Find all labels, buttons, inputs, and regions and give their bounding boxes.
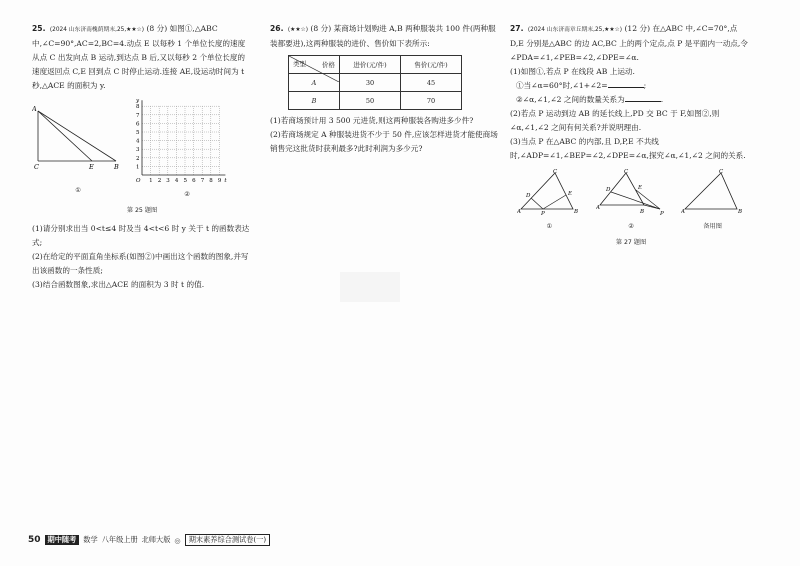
triangle-diagram bbox=[517, 169, 581, 215]
part-1-b-text: ②∠α,∠1,∠2 之间的数量关系为 bbox=[516, 95, 625, 104]
part-1: (1)如图①,若点 P 在线段 AB 上运动. bbox=[510, 67, 635, 76]
figure-label-1: ① bbox=[75, 187, 81, 194]
y-tick-label: 2 bbox=[136, 155, 140, 162]
question-27 bbox=[510, 22, 752, 250]
t-tick-label: 3 bbox=[166, 178, 170, 184]
table-cell: 70 bbox=[401, 92, 462, 110]
triangle-figure-1 bbox=[517, 169, 581, 234]
t-tick-label: 6 bbox=[192, 178, 196, 184]
table-cell: 45 bbox=[401, 74, 462, 92]
question-score: (12 分) bbox=[624, 24, 651, 33]
bleed-through-mark bbox=[330, 262, 410, 312]
triangle-diagram bbox=[681, 169, 745, 215]
question-source: (2024 山东济南槐荫期末,25,★★☆) bbox=[49, 27, 145, 33]
y-axis-label: y bbox=[136, 99, 140, 105]
price-table bbox=[288, 55, 462, 110]
table-header: 售价(元/件) bbox=[401, 56, 462, 74]
coordinate-grid-2 bbox=[128, 99, 246, 202]
svg-text:D: D bbox=[526, 193, 531, 199]
figure-label: 备用图 bbox=[703, 223, 722, 230]
answer-blank[interactable] bbox=[608, 79, 644, 88]
question-26 bbox=[270, 22, 498, 156]
table-header: 进价(元/件) bbox=[340, 56, 401, 74]
t-tick-label: 2 bbox=[157, 178, 162, 184]
svg-text:B: B bbox=[574, 209, 579, 215]
t-tick-label: 7 bbox=[200, 178, 205, 184]
triangle-figure-2 bbox=[596, 169, 666, 234]
y-tick-label: 7 bbox=[136, 112, 140, 119]
triangle-diagram bbox=[32, 99, 124, 179]
coordinate-grid bbox=[128, 99, 246, 185]
svg-text:P: P bbox=[541, 211, 546, 215]
figure-27 bbox=[510, 169, 752, 234]
point-A: A bbox=[32, 105, 37, 113]
table-cell: A bbox=[289, 74, 340, 92]
svg-text:C: C bbox=[623, 169, 629, 175]
y-tick-label: 5 bbox=[136, 130, 140, 136]
part-1-b-end: . bbox=[660, 95, 664, 104]
question-stem: 某商场计划购进 A,B 两种服装共 100 件(两种服装都要进),这两种服装的进价、售价如下表所示: bbox=[270, 24, 496, 48]
corner-bottom-label: 类型 bbox=[293, 60, 306, 68]
figure-25 bbox=[32, 99, 252, 202]
svg-text:B: B bbox=[737, 209, 742, 215]
edition-label: 北师大版 bbox=[141, 535, 171, 544]
page-footer bbox=[28, 534, 288, 546]
svg-text:B: B bbox=[639, 209, 645, 215]
svg-text:A: A bbox=[517, 209, 522, 215]
y-tick-label: 3 bbox=[136, 147, 140, 154]
y-tick-label: 6 bbox=[136, 121, 140, 128]
triangle-figure-1 bbox=[32, 99, 124, 198]
svg-text:D: D bbox=[605, 187, 611, 193]
svg-text:P: P bbox=[659, 211, 664, 215]
figure-label: ① bbox=[546, 223, 553, 230]
answer-blank[interactable] bbox=[625, 93, 664, 104]
part-1-a-end: ; bbox=[643, 81, 647, 90]
t-tick-label: 8 bbox=[209, 178, 213, 184]
part-1-b bbox=[510, 93, 752, 107]
y-tick-label: 1 bbox=[136, 164, 140, 171]
svg-text:E: E bbox=[568, 191, 573, 197]
question-number: 25. bbox=[32, 24, 46, 33]
table-corner bbox=[289, 56, 340, 74]
part-3: (3)当点 P 在△ABC 的内部,且 D,P,E 不共线时,∠ADP=∠1,∠BEP=∠2,∠DPE=∠α,探究∠α,∠1,∠2 之间的关系. bbox=[510, 137, 746, 160]
question-source: (2024 山东济南章丘期末,25,★★☆) bbox=[527, 27, 623, 33]
t-tick-label: 4 bbox=[174, 178, 179, 184]
part-1-a bbox=[510, 79, 752, 93]
question-score: (8 分) bbox=[146, 24, 168, 33]
part-1-a-text: ①当∠α=60°时,∠1+∠2= bbox=[516, 81, 608, 90]
svg-text:C: C bbox=[718, 169, 723, 175]
part-2: (2)在给定的平面直角坐标系(如图②)中画出这个函数的图象,并写出该函数的一条性质; bbox=[32, 252, 249, 275]
part-1: (1)请分别求出当 0<t≤4 时及当 4<t<6 时 y 关于 t 的函数表达式; bbox=[32, 224, 250, 247]
separator-icon: ◎ bbox=[174, 535, 181, 545]
table-cell: B bbox=[289, 92, 340, 110]
question-source: (★★☆) bbox=[287, 27, 308, 33]
corner-top-label: 价格 bbox=[322, 61, 335, 69]
figure-label: ② bbox=[628, 223, 634, 230]
y-tick-label: 4 bbox=[136, 138, 140, 145]
t-tick-label: 1 bbox=[149, 178, 153, 184]
part-2: (2)若点 P 运动到边 AB 的延长线上,PD 交 BC 于 F,如图②,则∠α,∠1,∠2 之间有何关系?并说明理由. bbox=[510, 109, 720, 132]
y-tick-label: 8 bbox=[136, 104, 140, 111]
question-stem: 如图①,△ABC 中,∠C=90°,AC=2,BC=4.动点 E 以每秒 1 个单位长度的速度从点 C 出发向点 B 运动,到达点 B 后,又以每秒 2 个单位长度的速度返回点 C,E 回到点 C 时停止运动.连接 AE,设运动时间为 t 秒,△ACE 的面积为 y. bbox=[32, 24, 246, 90]
svg-text:A: A bbox=[680, 209, 685, 215]
point-C: C bbox=[34, 163, 39, 171]
part-3: (3)结合函数图象,求出△ACE 的面积为 3 时 t 的值. bbox=[32, 280, 205, 289]
point-B: B bbox=[114, 163, 119, 171]
question-number: 27. bbox=[510, 24, 524, 33]
t-axis-label: t bbox=[224, 178, 227, 184]
test-title: 期末素养综合测试卷(一) bbox=[185, 534, 270, 546]
table-cell: 50 bbox=[340, 92, 401, 110]
question-stem: 在△ABC 中,∠C=70°,点 D,E 分别是△ABC 的边 AC,BC 上的两个定点,点 P 是平面内一动点,令∠PDA=∠1,∠PEB=∠2,∠DPE=∠α. bbox=[510, 24, 748, 62]
t-tick-label: 5 bbox=[183, 178, 187, 184]
origin-label: O bbox=[136, 178, 141, 184]
svg-text:A: A bbox=[595, 205, 600, 211]
table-cell: 30 bbox=[340, 74, 401, 92]
svg-text:E: E bbox=[637, 185, 642, 191]
question-25 bbox=[32, 22, 252, 292]
question-number: 26. bbox=[270, 24, 284, 33]
figure-caption: 第 27 题图 bbox=[615, 239, 647, 246]
grade-label: 八年级上册 bbox=[101, 535, 138, 544]
table-row bbox=[289, 92, 462, 110]
t-tick-label: 9 bbox=[217, 178, 222, 184]
point-E: E bbox=[89, 163, 94, 171]
brand-label: 期中随考 bbox=[45, 535, 80, 545]
triangle-diagram bbox=[596, 169, 666, 215]
svg-text:C: C bbox=[553, 169, 558, 175]
figure-caption: 第 25 题图 bbox=[126, 207, 158, 214]
part-2: (2)若商场规定 A 种服装进货不少于 50 件,应该怎样进货才能使商场销售完这批货时获利最多?此时利润为多少元? bbox=[270, 130, 498, 153]
figure-label-2: ② bbox=[184, 191, 190, 198]
page-number: 50 bbox=[28, 535, 41, 545]
part-1: (1)若商场预计用 3 500 元进货,则这两种服装各购进多少件? bbox=[270, 116, 474, 125]
question-score: (8 分) bbox=[310, 24, 332, 33]
subject-label: 数学 bbox=[83, 535, 98, 544]
triangle-figure-spare bbox=[681, 169, 745, 234]
